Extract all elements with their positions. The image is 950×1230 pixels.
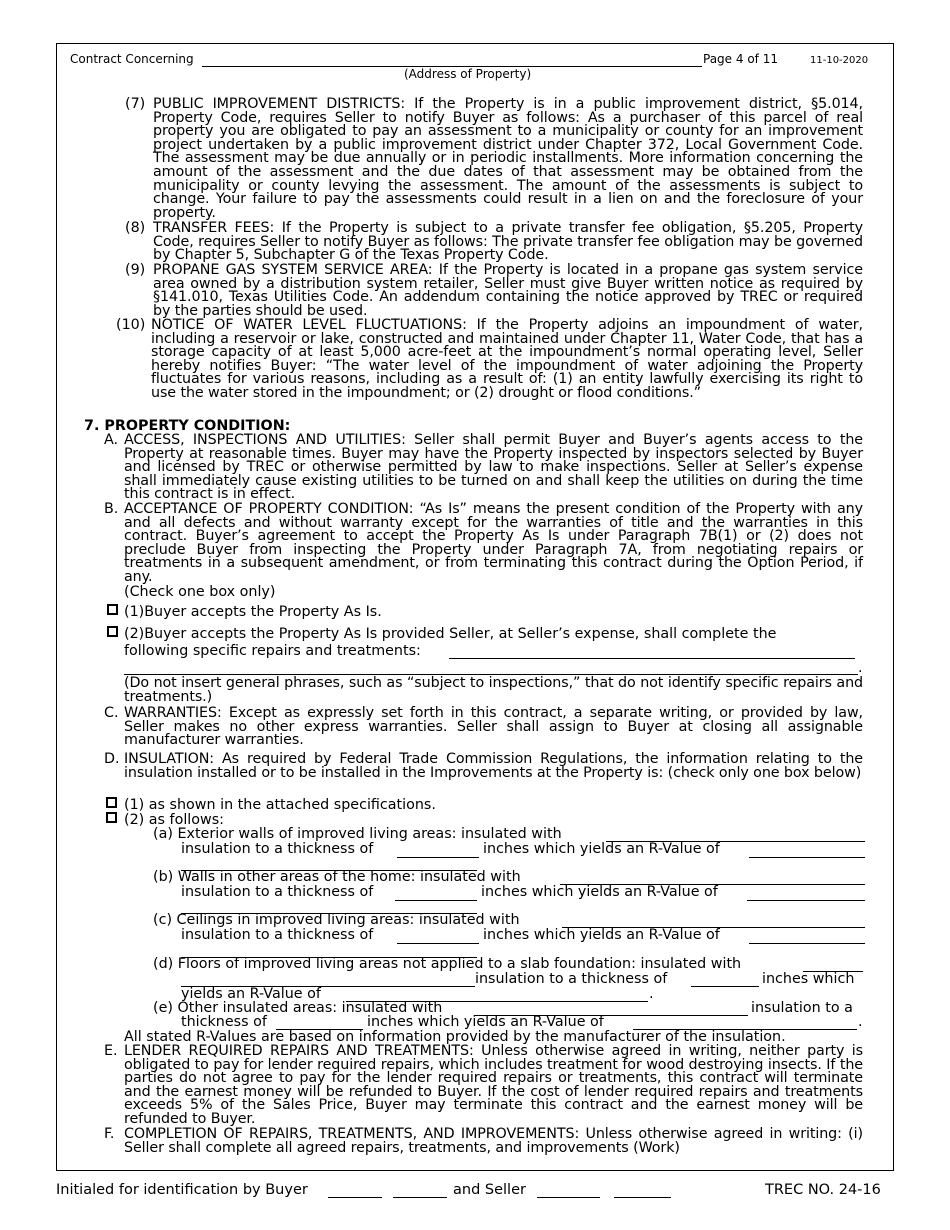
buyer-initial-field-2[interactable] [393, 1197, 447, 1198]
other-walls-label: (b) Walls in other areas of the home: insulated with [153, 869, 521, 885]
as-is-checkbox[interactable] [107, 604, 118, 615]
insulation-as-follows-label: (2) as follows: [124, 812, 224, 828]
public-improvement-districts-text: PUBLIC IMPROVEMENT DISTRICTS: If the Property is in a public improvement district, §5.014, Property Code, requires Seller to notify Buyer as follows: As a purchaser of this parcel of real property you are obligated to pay an assessment to a municipality or county for an improvement project undertaken by a public improvement district under Chapter 372, Local Government Code. The assessment may be due annually or in periodic installments. More information concerning the amount of the assessment and the due dates of that assessment may be obtained from the municipality or county levying the assessment. The amount of the assessments is subject to change. Your failure to pay the assessments could result in a lien on and the foreclosure of your property. [153, 96, 863, 221]
exterior-walls-rvalue-label: inches which yields an R-Value of [483, 841, 720, 857]
ceilings-rvalue-label: inches which yields an R-Value of [483, 927, 720, 943]
floors-rule [181, 957, 477, 958]
floors-thickness-field[interactable] [691, 986, 759, 987]
other-areas-rvalue-label: inches which yields an R-Value of [367, 1014, 604, 1030]
item-b-letter: B. [104, 501, 119, 517]
item-9-number: (9) [125, 262, 146, 278]
and-seller-label: and Seller [453, 1182, 526, 1198]
seller-initial-field-2[interactable] [614, 1197, 671, 1198]
other-walls-rvalue-field[interactable] [747, 900, 865, 901]
repairs-note-text: (Do not insert general phrases, such as “subject to inspections,” that do not identify specific repairs and treatments.) [124, 675, 863, 705]
other-walls-rule [181, 870, 477, 871]
other-areas-thickness-label: thickness of [181, 1014, 267, 1030]
page-number: Page 4 of 11 [703, 52, 778, 66]
item-10-number: (10) [116, 317, 146, 333]
ceilings-thickness-label: insulation to a thickness of [181, 927, 374, 943]
other-walls-thickness-label: insulation to a thickness of [181, 884, 374, 900]
address-label: (Address of Property) [404, 67, 532, 81]
repairs-period: . [858, 660, 863, 676]
item-a-letter: A. [104, 432, 119, 448]
specific-repairs-label: following specific repairs and treatments: [124, 643, 421, 659]
item-e-letter: E. [104, 1043, 118, 1059]
exterior-walls-label: (a) Exterior walls of improved living areas: insulated with [153, 826, 562, 842]
seller-initial-field-1[interactable] [537, 1197, 600, 1198]
insulation-specs-checkbox[interactable] [106, 797, 117, 808]
form-date: 11-10-2020 [810, 55, 869, 66]
rvalue-note: All stated R-Values are based on information provided by the manufacturer of the insulation. [124, 1029, 786, 1045]
initialed-label: Initialed for identification by Buyer [56, 1182, 308, 1198]
insulation-text: INSULATION: As required by Federal Trade Commission Regulations, the information relating to the insulation installed or to be installed in the Improvements at the Property is: (check only one box below) [124, 751, 863, 781]
as-is-label: (1)Buyer accepts the Property As Is. [124, 604, 382, 620]
other-areas-label: (e) Other insulated areas: insulated with [153, 1000, 443, 1016]
ceilings-rvalue-field[interactable] [749, 943, 865, 944]
lender-repairs-text: LENDER REQUIRED REPAIRS AND TREATMENTS: Unless otherwise agreed in writing, neither party is obligated to pay for lender required repairs, which includes treatment for wood destroying insects. If the parties do not agree to pay for the lender required repairs or treatments, this contract will terminate and the earnest money will be refunded to Buyer. If the cost of lender required repairs and treatments exceeds 5% of the Sales Price, Buyer may terminate this contract and the earnest money will be refunded to Buyer. [124, 1043, 863, 1127]
access-inspections-text: ACCESS, INSPECTIONS AND UTILITIES: Seller shall permit Buyer and Buyer’s agents access to the Property at reasonable times. Buyer may have the Property inspected by inspectors selected by Buyer and licensed by TREC or otherwise permitted by law to make inspections. Seller at Seller’s expense shall immediately cause existing utilities to be turned on and shall keep the utilities on during the time this contract is in effect. [124, 432, 863, 503]
acceptance-condition-text: ACCEPTANCE OF PROPERTY CONDITION: “As Is” means the present condition of the Property with any and all defects and without warranty except for the warranties of title and the warranties in this contract. Buyer’s agreement to accept the Property As Is under Paragraph 7B(1) or (2) does not preclude Buyer from inspecting the Property under Paragraph 7A, from negotiating repairs or treatments in a subsequent amendment, or from terminating this contract during the Option Period, if any. [124, 501, 863, 585]
ceilings-label: (c) Ceilings in improved living areas: insulated with [153, 912, 520, 928]
floors-label: (d) Floors of improved living areas not applied to a slab foundation: insulated with [153, 956, 742, 972]
exterior-walls-thickness-label: insulation to a thickness of [181, 841, 374, 857]
insulation-as-follows-checkbox[interactable] [106, 812, 117, 823]
buyer-initial-field-1[interactable] [328, 1197, 382, 1198]
contract-concerning-label: Contract Concerning [70, 52, 194, 66]
floors-thickness-label: insulation to a thickness of [475, 971, 668, 987]
section-7-title: 7. PROPERTY CONDITION: [84, 418, 291, 434]
repairs-field-1[interactable] [449, 658, 855, 659]
trec-number: TREC NO. 24-16 [765, 1182, 881, 1198]
transfer-fees-text: TRANSFER FEES: If the Property is subject to a private transfer fee obligation, §5.205, Property Code, requires Seller to notify Buyer as follows: The private transfer fee obligation may be governed by Chapter 5, Subchapter G of the Texas Property Code. [153, 220, 863, 264]
insulation-specs-label: (1) as shown in the attached specifications. [124, 797, 436, 813]
floors-period: . [649, 986, 654, 1002]
item-d-letter: D. [104, 751, 120, 767]
water-level-text: NOTICE OF WATER LEVEL FLUCTUATIONS: If the Property adjoins an impoundment of water, including a reservoir or lake, constructed and maintained under Chapter 11, Water Code, that has a storage capacity of at least 5,000 acre-feet at the impoundment’s normal operating level, Seller hereby notifies Buyer: “The water level of the impoundment of water adjoining the Property fluctuates for various reasons, including as a result of: (1) an entity lawfully exercising its right to use the water stored in the impoundment; or (2) drought or flood conditions.” [151, 317, 863, 401]
item-8-number: (8) [125, 220, 146, 236]
ceilings-thickness-field[interactable] [397, 943, 479, 944]
warranties-text: WARRANTIES: Except as expressly set forth in this contract, a separate writing, or provided by law, Seller makes no other express warranties. Seller shall assign to Buyer at closing all assignable manufacturer warranties. [124, 705, 863, 749]
ceilings-rule [181, 913, 477, 914]
other-walls-rvalue-label: inches which yields an R-Value of [481, 884, 718, 900]
as-is-with-repairs-checkbox[interactable] [107, 626, 118, 637]
floors-rvalue-label: yields an R-Value of [181, 986, 321, 1002]
exterior-walls-rvalue-field[interactable] [749, 857, 865, 858]
floors-inches-label: inches which [762, 971, 855, 987]
other-walls-thickness-field[interactable] [395, 900, 477, 901]
completion-repairs-text: COMPLETION OF REPAIRS, TREATMENTS, AND IMPROVEMENTS: Unless otherwise agreed in writing: (i) Seller shall complete all agreed repairs, treatments, and improvements (Work) [124, 1126, 863, 1156]
other-areas-period: . [858, 1014, 863, 1030]
as-is-with-repairs-label: (2)Buyer accepts the Property As Is provided Seller, at Seller’s expense, shall complete the [124, 626, 777, 642]
item-f-letter: F. [104, 1126, 115, 1142]
other-areas-insulation-label: insulation to a [751, 1000, 853, 1016]
exterior-walls-thickness-field[interactable] [397, 857, 479, 858]
item-7-number: (7) [125, 96, 146, 112]
propane-gas-text: PROPANE GAS SYSTEM SERVICE AREA: If the Property is located in a propane gas system service area owned by a distribution system retailer, Seller must give Buyer written notice as required by §141.010, Texas Utilities Code. An addendum containing the notice approved by TREC or required by the parties should be used. [153, 262, 863, 319]
item-c-letter: C. [104, 705, 119, 721]
check-one-box-note: (Check one box only) [124, 584, 276, 600]
